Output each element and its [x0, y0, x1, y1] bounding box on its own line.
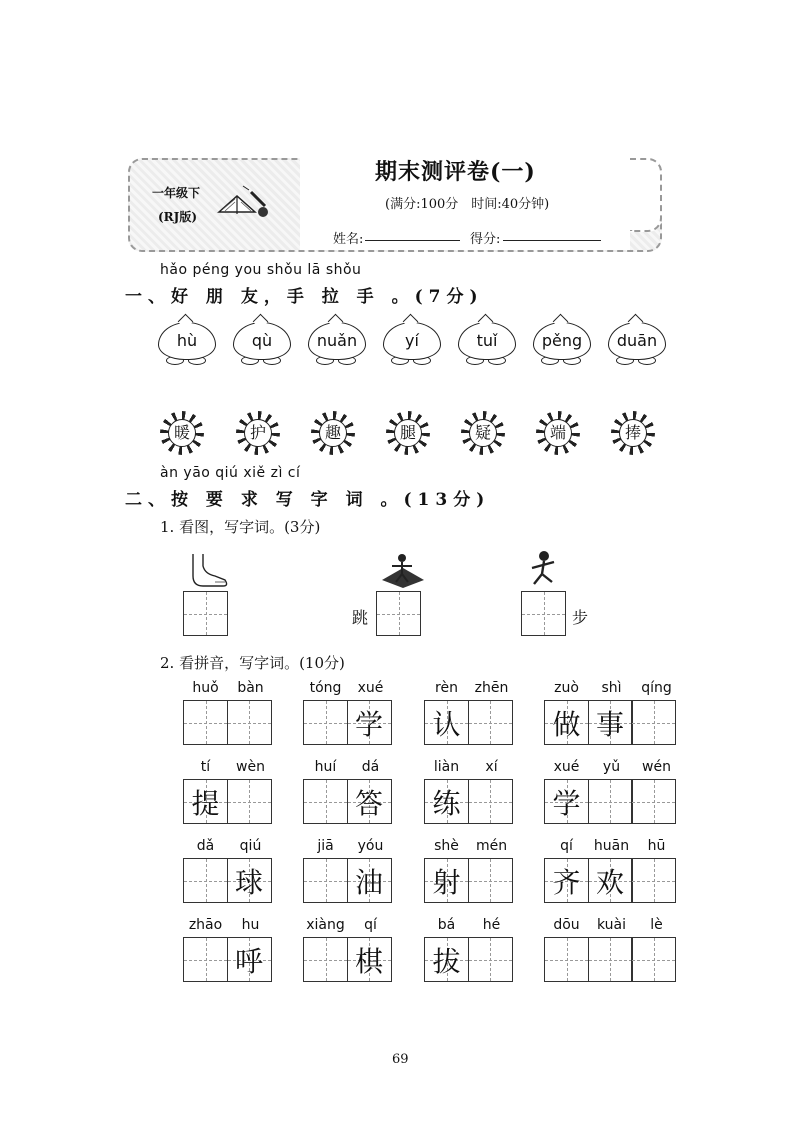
pinyin-group-3: rèn zhēn	[435, 680, 509, 696]
pinyin-group-15: bá hé	[437, 917, 501, 933]
pinyin-group-8: xué yǔ wén	[553, 759, 671, 775]
flower-5: 疑	[461, 411, 505, 455]
pinyin-group-12: qí huān hū	[560, 838, 666, 854]
pinyin-group-5: tí wèn	[200, 759, 265, 775]
foot-picture	[185, 552, 230, 590]
book-pencil-icon	[215, 182, 275, 222]
peach-5: tuǐ	[458, 322, 516, 366]
peach-1: hù	[158, 322, 216, 366]
pic-word-bu: 步	[572, 608, 589, 627]
char-grid-8[interactable]: 学	[544, 779, 676, 824]
pinyin-group-14: xiàng qí	[306, 917, 377, 933]
pinyin-group-1: huǒ bàn	[192, 680, 264, 696]
flower-1: 暖	[160, 411, 204, 455]
score-field[interactable]	[503, 240, 601, 241]
char-grid-3[interactable]: 认	[424, 700, 513, 745]
picture-answer-grid-3[interactable]	[521, 591, 566, 636]
char-grid-2[interactable]: 学	[303, 700, 392, 745]
char-grid-9[interactable]: 球	[183, 858, 272, 903]
pinyin-group-9: dǎ qiú	[196, 838, 262, 854]
sub2-title: 2. 看拼音，写字词。(10分)	[160, 654, 345, 672]
peach-4: yí	[383, 322, 441, 366]
char-grid-15[interactable]: 拔	[424, 937, 513, 982]
pinyin-group-4: zuò shì qíng	[554, 680, 672, 696]
flower-4: 腿	[386, 411, 430, 455]
flower-3: 趣	[311, 411, 355, 455]
peach-7: duān	[608, 322, 666, 366]
section2-pinyin: àn yāo qiú xiě zì cí	[160, 465, 301, 481]
char-grid-16[interactable]	[544, 937, 676, 982]
peach-6: pěng	[533, 322, 591, 366]
char-grid-7[interactable]: 练	[424, 779, 513, 824]
char-grid-11[interactable]: 射	[424, 858, 513, 903]
flower-2: 护	[236, 411, 280, 455]
peach-3: nuǎn	[308, 322, 366, 366]
char-grid-10[interactable]: 油	[303, 858, 392, 903]
exam-meta: (满分:100分 时间:40分钟)	[385, 197, 550, 212]
char-grid-13[interactable]: 呼	[183, 937, 272, 982]
section2-title: 二、按 要 求 写 字 词 。(13分)	[125, 490, 491, 510]
name-field[interactable]	[365, 240, 460, 241]
running-child-picture	[526, 550, 562, 588]
sub1-title: 1. 看图，写字词。(3分)	[160, 518, 321, 536]
flower-6: 端	[536, 411, 580, 455]
char-grid-12[interactable]: 齐 欢	[544, 858, 676, 903]
pinyin-group-7: liàn xí	[433, 759, 498, 775]
char-grid-5[interactable]: 提	[183, 779, 272, 824]
pinyin-group-13: zhāo hu	[188, 917, 260, 933]
page-title: 期末测评卷(一)	[375, 159, 536, 185]
header-border-hook	[630, 158, 662, 232]
section1-pinyin: hǎo péng you shǒu lā shǒu	[160, 262, 362, 278]
picture-answer-grid-2[interactable]	[376, 591, 421, 636]
score-label: 得分:	[470, 232, 501, 247]
rope-skipping-picture	[378, 550, 428, 590]
char-grid-6[interactable]: 答	[303, 779, 392, 824]
char-grid-1[interactable]	[183, 700, 272, 745]
pic-word-tiao: 跳	[352, 608, 369, 627]
edition-label: (RJ版)	[158, 210, 198, 224]
flower-7: 捧	[611, 411, 655, 455]
grade-label: 一年级下	[152, 186, 201, 200]
pinyin-group-6: huí dá	[314, 759, 380, 775]
pinyin-group-11: shè mén	[434, 838, 508, 854]
picture-answer-grid-1[interactable]	[183, 591, 228, 636]
peach-2: qù	[233, 322, 291, 366]
char-grid-4[interactable]: 做 事	[544, 700, 676, 745]
page-number: 69	[392, 1052, 409, 1067]
pinyin-group-2: tóng xué	[309, 680, 384, 696]
pinyin-group-16: dōu kuài lè	[553, 917, 663, 933]
name-label: 姓名:	[333, 232, 364, 247]
char-grid-14[interactable]: 棋	[303, 937, 392, 982]
section1-title: 一、好 朋 友，手 拉 手 。(7分)	[125, 287, 484, 307]
pinyin-group-10: jiā yóu	[317, 838, 384, 854]
